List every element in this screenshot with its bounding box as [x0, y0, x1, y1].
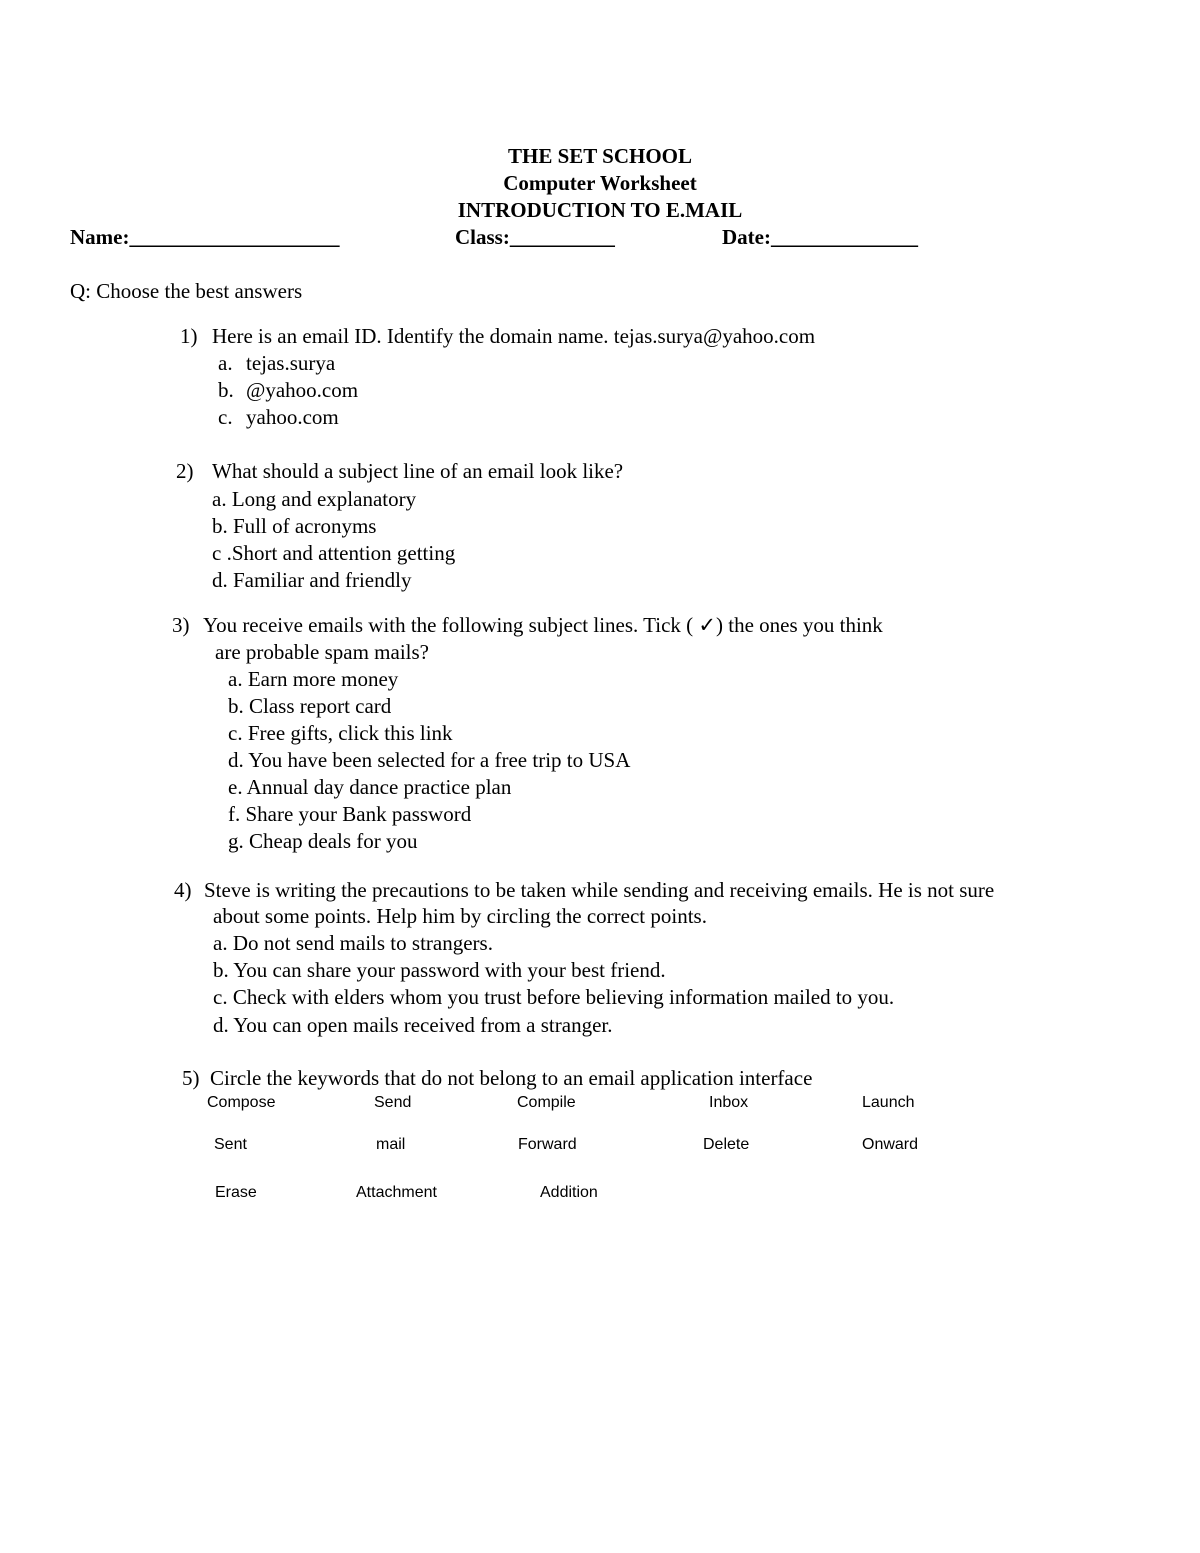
keyword: Addition	[540, 1184, 598, 1201]
keyword: Sent	[214, 1136, 247, 1153]
question-number: 1)	[180, 324, 198, 348]
keyword: mail	[376, 1136, 406, 1153]
instruction: Q: Choose the best answers	[70, 279, 303, 303]
question-text: What should a subject line of an email look like?	[212, 459, 624, 483]
class-field[interactable]: Class:__________	[455, 225, 615, 249]
school-name: THE SET SCHOOL	[507, 144, 693, 168]
option: e. Annual day dance practice plan	[228, 775, 512, 799]
question-text-line2: are probable spam mails?	[215, 640, 429, 664]
option: d. Familiar and friendly	[212, 568, 412, 592]
keyword: Forward	[518, 1136, 577, 1153]
option: d. You have been selected for a free trip to USA	[228, 748, 631, 772]
option: d. You can open mails received from a stranger.	[213, 1013, 613, 1037]
option: b. Class report card	[228, 694, 392, 718]
option: c. Check with elders whom you trust before believing information mailed to you.	[213, 985, 895, 1009]
option: c. Free gifts, click this link	[228, 721, 453, 745]
keyword: Attachment	[356, 1184, 437, 1201]
name-field[interactable]: Name:____________________	[70, 225, 340, 249]
question-number: 3)	[172, 613, 190, 637]
question-text: Circle the keywords that do not belong to an email application interface	[210, 1066, 813, 1090]
option: b. You can share your password with your best friend.	[213, 958, 666, 982]
worksheet-subject: Computer Worksheet	[503, 171, 697, 195]
option-text: tejas.surya	[246, 351, 336, 375]
option: f. Share your Bank password	[228, 802, 472, 826]
worksheet-topic: INTRODUCTION TO E.MAIL	[457, 198, 743, 222]
option: a. Long and explanatory	[212, 487, 417, 511]
keyword: Onward	[862, 1136, 919, 1153]
option: a. Do not send mails to strangers.	[213, 931, 493, 955]
date-field[interactable]: Date:______________	[722, 225, 918, 249]
question-text: Here is an email ID. Identify the domain name. tejas.surya@yahoo.com	[212, 324, 816, 348]
option-letter: c.	[218, 405, 233, 429]
option-letter: b.	[218, 378, 234, 402]
keyword: Send	[374, 1094, 412, 1111]
question-number: 2)	[176, 459, 194, 483]
option: c .Short and attention getting	[212, 541, 456, 565]
keyword: Erase	[215, 1184, 257, 1201]
question-text-line2: about some points. Help him by circling the correct points.	[213, 904, 707, 928]
option: b. Full of acronyms	[212, 514, 377, 538]
question-number: 4)	[174, 878, 192, 902]
question-text-line1: Steve is writing the precautions to be taken while sending and receiving emails. He is not sure	[204, 878, 995, 902]
option-text: yahoo.com	[246, 405, 339, 429]
option-letter: a.	[218, 351, 233, 375]
question-number: 5)	[182, 1066, 200, 1090]
option: a. Earn more money	[228, 667, 399, 691]
option-text: @yahoo.com	[246, 378, 359, 402]
option: g. Cheap deals for you	[228, 829, 418, 853]
keyword: Compose	[207, 1094, 276, 1111]
keyword: Launch	[862, 1094, 915, 1111]
keyword: Compile	[517, 1094, 576, 1111]
keyword: Inbox	[709, 1094, 749, 1111]
question-text-line1: You receive emails with the following subject lines. Tick ( ✓) the ones you think	[203, 613, 883, 637]
keyword: Delete	[703, 1136, 750, 1153]
